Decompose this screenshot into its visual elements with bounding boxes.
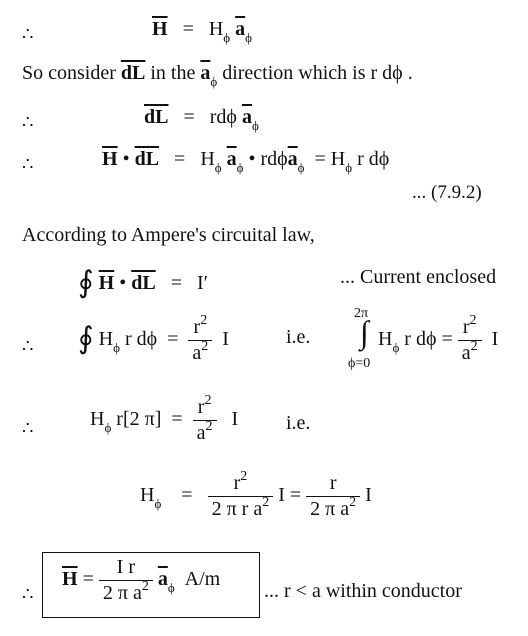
dl-definition-equation: $\overline{dL}$ = rdϕ $\overline{a}_\phi$ xyxy=(144,106,259,133)
therefore-symbol: ∴ xyxy=(22,418,34,438)
h-r-2pi-equation: $H_\phi$ r[2 π] = $\frac{r^2}{a^2}$ I xyxy=(90,393,239,444)
therefore-symbol: ∴ xyxy=(22,336,34,356)
therefore-symbol: ∴ xyxy=(22,112,34,132)
ampere-sentence: According to Ampere's circuital law, xyxy=(22,224,315,246)
current-enclosed-note: ... Current enclosed xyxy=(340,266,497,288)
dot-product-equation: $\overline{H}$ • $\overline{dL}$ = $H_\phi$ $\overline{a}_\phi$ • $rd\phi\overline{a}_\phi = H_\phi$ r dϕ xyxy=(102,148,390,175)
so-consider-sentence: So consider $\overline{dL}$ in the $\overline{a}_\phi$ direction which is r dϕ . xyxy=(22,62,413,89)
therefore-symbol: ∴ xyxy=(22,154,34,174)
oint-integral-equation: ∮ $H_\phi$ r dϕ = $\frac{r^2}{a^2}$ I xyxy=(78,313,229,364)
h-definition-equation: $\overline{H}$ = $H_\phi$ $\overline{a}_\phi$ xyxy=(152,18,252,45)
therefore-symbol: ∴ xyxy=(22,584,34,604)
equation-number: ... (7.9.2) xyxy=(412,182,482,203)
integral-upper-limit: 2π xyxy=(354,306,369,321)
fraction: $\frac{r^2}{2 \pi r a^2}$ xyxy=(208,472,274,521)
h-phi-result-equation: $H_\phi$ = $\frac{r^2}{2 \pi r a^2}$ I = $\frac{r}{2 \pi a^2}$ I xyxy=(140,469,372,520)
within-conductor-note: ... r < a within conductor xyxy=(264,580,462,602)
ie-label: i.e. xyxy=(286,326,311,348)
integral-rhs: $H_\phi$ r dϕ = $\frac{r^2}{a^2}$ I xyxy=(378,313,499,364)
oint-equation: ∮ $\overline{H}$ • $\overline{dL}$ = I′ xyxy=(78,266,209,299)
integral-sign: ∫ xyxy=(360,314,369,350)
fraction: $\frac{r^2}{a^2}$ xyxy=(188,316,212,365)
fraction: $\frac{r^2}{a^2}$ xyxy=(458,316,482,365)
fraction: $\frac{\text{I r}}{2 \pi a^2}$ xyxy=(99,556,153,605)
integral-lower-limit: ϕ=0 xyxy=(348,356,371,371)
therefore-symbol: ∴ xyxy=(22,24,34,44)
final-result-equation: $\overline{H}$ = $\frac{\text{I r}}{2 \pi a^2}$ $\overline{a}_\phi$ A/m xyxy=(62,556,221,604)
ie-label: i.e. xyxy=(286,412,311,434)
fraction: $\frac{r^2}{a^2}$ xyxy=(193,396,217,445)
fraction: $\frac{r}{2 \pi a^2}$ xyxy=(306,472,360,521)
